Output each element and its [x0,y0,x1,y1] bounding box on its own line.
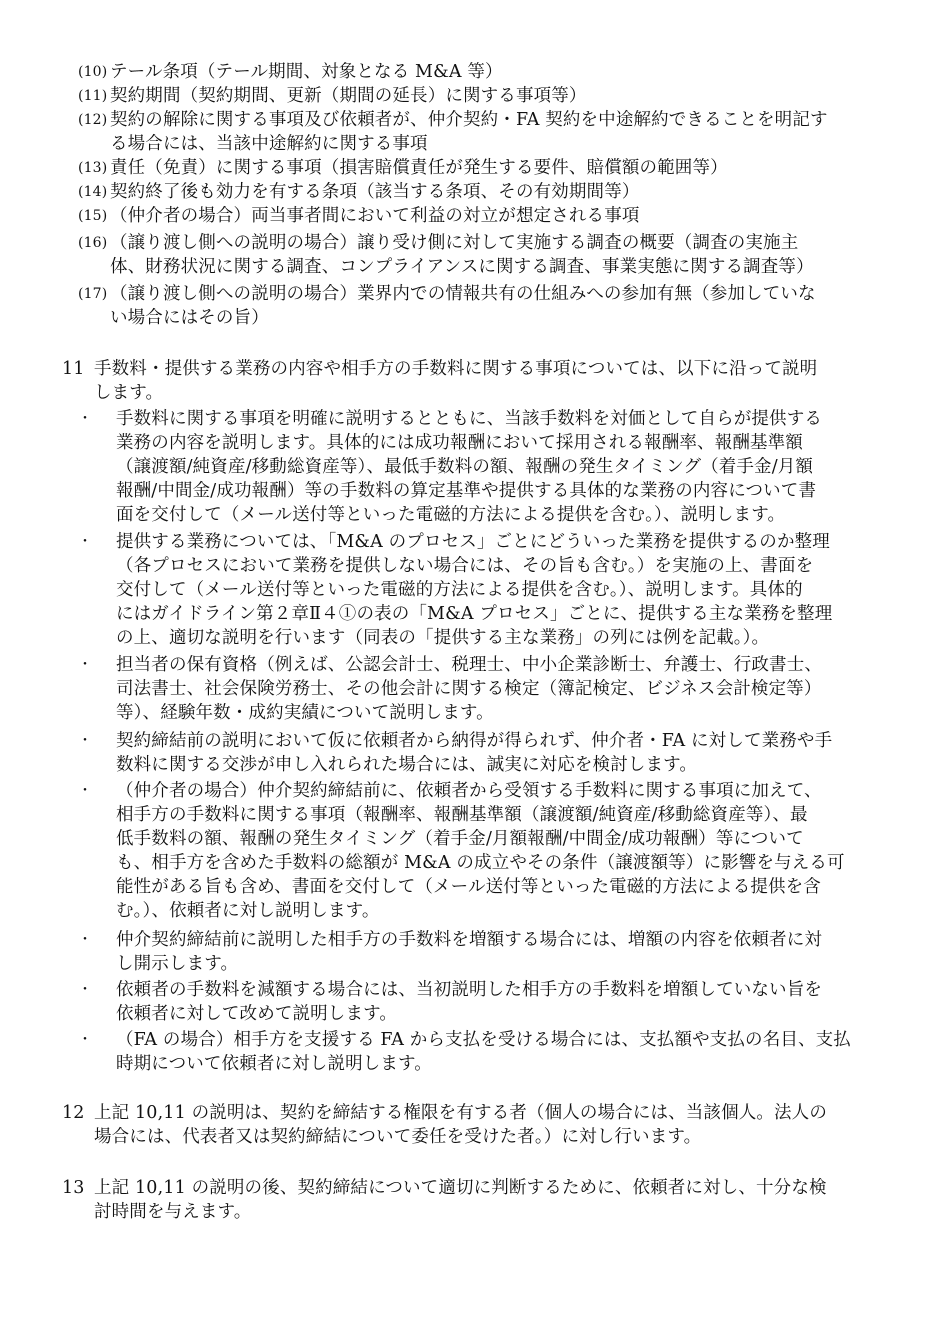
section-number: 12 [62,1103,85,1123]
section-text: 上記 10,11 の説明の後、契約締結について適切に判断するために、依頼者に対し、十分な検 [94,1178,827,1198]
bullet-text: （仲介者の場合）仲介契約締結前に、依頼者から受領する手数料に関する事項に加えて、 [116,781,822,801]
bullet-text: 手数料に関する事項を明確に説明するとともに、当該手数料を対価として自らが提供する [116,409,822,429]
sub-item-17 [78,282,896,330]
bullet-item [78,729,896,777]
bullet-text: 担当者の保有資格（例えば、公認会計士、税理士、中小企業診断士、弁護士、行政書士、 [116,655,822,675]
section-text: します。 [94,383,164,403]
section-11 [62,357,896,405]
bullet-text: （譲渡額/純資産/移動総資産等）、最低手数料の額、報酬の発生タイミング（着手金/月額 [116,457,814,477]
bullet-mark: ・ [78,534,93,550]
sub-item-text: 体、財務状況に関する調査、コンプライアンスに関する調査、事業実態に関する調査等） [110,257,814,277]
sub-item-text: （仲介者の場合）両当事者間において利益の対立が想定される事項 [110,206,640,226]
sub-item-14 [78,180,896,204]
bullet-text: 相手方の手数料に関する事項（報酬率、報酬基準額（譲渡額/純資産/移動総資産等）、最 [116,805,808,825]
sub-item-text: 責任（免責）に関する事項（損害賠償責任が発生する要件、賠償額の範囲等） [110,158,728,178]
section-number: 13 [62,1178,85,1198]
bullet-text: 報酬/中間金/成功報酬）等の手数料の算定基準や提供する具体的な業務の内容について書 [116,481,817,501]
sub-item-text: 契約の解除に関する事項及び依頼者が、仲介契約・FA 契約を中途解約できることを明記す [110,110,828,130]
sub-item-16 [78,231,896,279]
sub-item-15 [78,204,896,228]
bullet-mark: ・ [78,1032,93,1048]
bullet-mark: ・ [78,733,93,749]
sub-item-number: (16) [78,235,108,251]
sub-item-number: (12) [78,112,108,128]
sub-item-number: (14) [78,184,108,200]
sub-item-text: （譲り渡し側への説明の場合）譲り受け側に対して実施する調査の概要（調査の実施主 [110,233,799,253]
sub-item-12 [78,108,896,156]
bullet-text: 依頼者の手数料を減額する場合には、当初説明した相手方の手数料を増額していない旨を [116,980,822,1000]
sub-item-text: 契約期間（契約期間、更新（期間の延長）に関する事項等） [110,86,587,106]
sub-item-10 [78,60,896,84]
bullet-text: 等）、経験年数・成約実績について説明します。 [116,703,494,723]
bullet-text: 契約締結前の説明において仮に依頼者から納得が得られず、仲介者・FA に対して業務や手 [116,731,833,751]
sub-item-number: (10) [78,64,108,80]
bullet-item [78,407,896,527]
bullet-mark: ・ [78,411,93,427]
bullet-item [78,928,896,976]
bullet-text: 依頼者に対して改めて説明します。 [116,1004,397,1024]
bullet-text: し開示します。 [116,954,239,974]
sub-item-text: テール条項（テール期間、対象となる M&A 等） [110,62,503,82]
bullet-text: 数料に関する交渉が申し入れられた場合には、誠実に対応を検討します。 [116,755,698,775]
bullet-text: 仲介契約締結前に説明した相手方の手数料を増額する場合には、増額の内容を依頼者に対 [116,930,822,950]
sub-item-text: 契約終了後も効力を有する条項（該当する条項、その有効期間等） [110,182,640,202]
section-13 [62,1176,896,1224]
sub-item-text: （譲り渡し側への説明の場合）業界内での情報共有の仕組みへの参加有無（参加していな [110,284,816,304]
bullet-mark: ・ [78,982,93,998]
section-text: 討時間を与えます。 [94,1202,252,1222]
bullet-text: の上、適切な説明を行います（同表の「提供する主な業務」の列には例を記載。）。 [116,628,770,648]
bullet-text: 提供する業務については、「M&A のプロセス」ごとにどういった業務を提供するのか整理 [116,532,830,552]
bullet-text: も、相手方を含めた手数料の総額が M&A の成立やその条件（譲渡額等）に影響を与える可 [116,853,845,873]
bullet-text: む。）、依頼者に対し説明します。 [116,901,380,921]
sub-item-number: (15) [78,208,108,224]
bullet-text: 交付して（メール送付等といった電磁的方法による提供を含む。）、説明します。具体的 [116,580,803,600]
bullet-text: 面を交付して（メール送付等といった電磁的方法による提供を含む。）、説明します。 [116,505,786,525]
bullet-item [78,1028,896,1076]
bullet-text: 能性がある旨も含め、書面を交付して（メール送付等といった電磁的方法による提供を含 [116,877,821,897]
sub-item-number: (11) [78,88,108,104]
bullet-mark: ・ [78,783,93,799]
sub-item-11 [78,84,896,108]
bullet-text: 業務の内容を説明します。具体的には成功報酬において採用される報酬率、報酬基準額 [116,433,803,453]
section-text: 場合には、代表者又は契約締結について委任を受けた者。）に対し行います。 [94,1127,702,1147]
bullet-text: 司法書士、社会保険労務士、その他会計に関する検定（簿記検定、ビジネス会計検定等） [116,679,822,699]
sub-item-13 [78,156,896,180]
bullet-mark: ・ [78,932,93,948]
sub-item-text: い場合にはその旨） [110,308,269,328]
sub-item-text: る場合には、当該中途解約に関する事項 [110,134,428,154]
bullet-item [78,530,896,650]
bullet-text: 時期について依頼者に対し説明します。 [116,1054,432,1074]
section-text: 手数料・提供する業務の内容や相手方の手数料に関する事項については、以下に沿って説明 [94,359,818,379]
sub-item-number: (17) [78,286,108,302]
bullet-text: （FA の場合）相手方を支援する FA から支払を受ける場合には、支払額や支払の名目、支払 [116,1030,851,1050]
bullet-item [78,978,896,1026]
bullet-item [78,779,896,923]
sub-item-number: (13) [78,160,108,176]
bullet-text: にはガイドライン第２章Ⅱ４①の表の「M&A プロセス」ごとに、提供する主な業務を整理 [116,604,833,624]
section-number: 11 [62,359,85,379]
bullet-mark: ・ [78,657,93,673]
bullet-item [78,653,896,725]
bullet-text: 低手数料の額、報酬の発生タイミング（着手金/月額報酬/中間金/成功報酬）等について [116,829,804,849]
section-12 [62,1101,896,1149]
section-text: 上記 10,11 の説明は、契約を締結する権限を有する者（個人の場合には、当該個人。法人の [94,1103,827,1123]
bullet-text: （各プロセスにおいて業務を提供しない場合には、その旨も含む。）を実施の上、書面を [116,556,814,576]
